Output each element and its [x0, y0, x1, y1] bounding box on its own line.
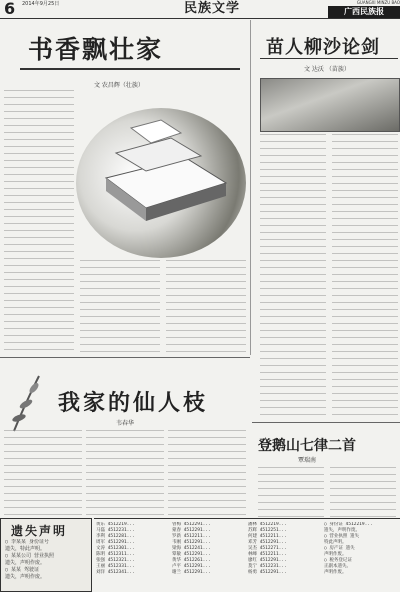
article-miao	[252, 20, 400, 420]
ad-line: 文涛 4512301...	[96, 546, 135, 551]
branch-illustration-icon	[4, 366, 56, 436]
issue-meta: 2014年9月25日	[22, 1, 60, 7]
lost-notice-lines	[5, 539, 89, 587]
ad-line: ○ 房产证 遗失	[324, 546, 355, 551]
article-book-text-col1	[4, 90, 74, 352]
classified-ads	[94, 518, 400, 592]
notice-line: ○ 李某某 身份证号	[5, 539, 50, 545]
ad-line: ○ 税务登记证	[324, 558, 352, 563]
ads-column-4	[324, 522, 398, 590]
books-stack-icon	[76, 108, 246, 258]
ads-column-1	[96, 522, 168, 590]
ad-line: 马磊 4512231...	[96, 528, 135, 533]
notice-line: 遗失，特此声明。	[5, 546, 46, 552]
poem-text-col2	[330, 467, 396, 517]
article-poem	[252, 422, 400, 519]
title-rule	[20, 68, 240, 70]
title-rule	[260, 58, 398, 59]
masthead	[0, 0, 400, 19]
article-poem-byline: 覃瑞南	[298, 457, 317, 464]
notice-line: 遗失，声明作废。	[5, 560, 46, 566]
ad-line: 吴杰 4512271...	[248, 546, 287, 551]
ad-line: 声明作废。	[324, 552, 347, 557]
page-number: 6	[4, 0, 16, 18]
brand-name: 广西民族报	[328, 6, 400, 18]
ad-line: 李利 4512281...	[96, 534, 135, 539]
ad-line: 何建 4512211...	[248, 534, 287, 539]
article-immortal-text-col2	[86, 430, 164, 516]
ad-line: 覃敏 4512291...	[172, 552, 211, 557]
ad-line: 苏辉 4512251...	[248, 528, 287, 533]
article-miao-title: 苗人柳沙论剑	[266, 37, 380, 58]
article-immortal-title: 我家的仙人枝	[58, 390, 209, 416]
article-miao-byline: 文 达沃 （苗族）	[304, 66, 350, 73]
ad-line: 陈明 4512311...	[96, 552, 135, 557]
ad-line: 周军 4512291...	[96, 540, 135, 545]
ad-line: 声明作废。	[324, 570, 347, 575]
brand-pinyin: GUANGXI MINZU BAO	[356, 0, 400, 5]
article-book-text-col3	[166, 260, 246, 352]
article-book	[0, 20, 251, 355]
article-book-byline: 文 农昌辉（壮族）	[94, 82, 144, 89]
article-miao-text-col2	[332, 134, 398, 418]
ad-line: 遗失，声明作废。	[324, 528, 360, 533]
lost-notice-box	[0, 518, 92, 592]
ad-line: 潘林 4512219...	[248, 522, 287, 527]
ad-line: 曾梅 4512291...	[172, 522, 211, 527]
article-immortal-text-col1	[4, 430, 82, 516]
ad-line: 特此声明。	[324, 540, 347, 545]
books-illustration	[76, 108, 246, 258]
brand-block	[328, 0, 400, 18]
ad-line: 邓芳 4512291...	[248, 540, 287, 545]
ad-line: 罗新 4512211...	[172, 534, 211, 539]
section-title: 民族文学	[184, 1, 241, 16]
article-poem-title: 登鹅山七律二首	[258, 438, 356, 454]
ad-line: 黄华 4512261...	[172, 558, 211, 563]
article-miao-text-col1	[260, 134, 326, 418]
ad-line: 廖红 4512291...	[248, 558, 287, 563]
ad-line: 蒙春 4512291...	[172, 528, 211, 533]
ads-column-3	[248, 522, 320, 590]
article-miao-photo	[260, 78, 400, 132]
ads-column-2	[172, 522, 244, 590]
notice-line: ○ 某某 驾驶证	[5, 567, 40, 573]
ad-line: 卢平 4512291...	[172, 564, 211, 569]
notice-line: ○ 某某公司 营业执照	[5, 553, 55, 559]
ad-line: ○ 身份证 4512219...	[324, 522, 373, 527]
ad-line: 正副本遗失。	[324, 564, 351, 569]
ad-line: 黄东 4512219...	[96, 522, 135, 527]
lost-notice-title: 遗失声明	[11, 524, 68, 538]
ad-line: 张强 4512321...	[96, 558, 135, 563]
article-immortal	[0, 357, 250, 518]
ad-line: 韦刚 4512291...	[172, 540, 211, 545]
ad-line: 谢兰 4512291...	[172, 570, 211, 575]
ad-line: 梁海 4512241...	[172, 546, 211, 551]
ad-line: 杨勇 4512291...	[248, 570, 287, 575]
ad-line: 王丽 4512331...	[96, 564, 135, 569]
ad-line: 刘洋 4512341...	[96, 570, 135, 575]
article-immortal-text-col3	[168, 430, 246, 516]
ad-line: 林峰 4512211...	[248, 552, 287, 557]
notice-line: 遗失，声明作废。	[5, 574, 46, 580]
poem-text-col1	[258, 467, 324, 517]
ad-line: ○ 营业执照 遗失	[324, 534, 360, 539]
article-book-title: 书香飘壮家	[28, 35, 164, 64]
ad-line: 莫宁 4512231...	[248, 564, 287, 569]
article-immortal-byline: 韦春华	[116, 420, 135, 427]
article-book-text-col2	[80, 260, 160, 352]
